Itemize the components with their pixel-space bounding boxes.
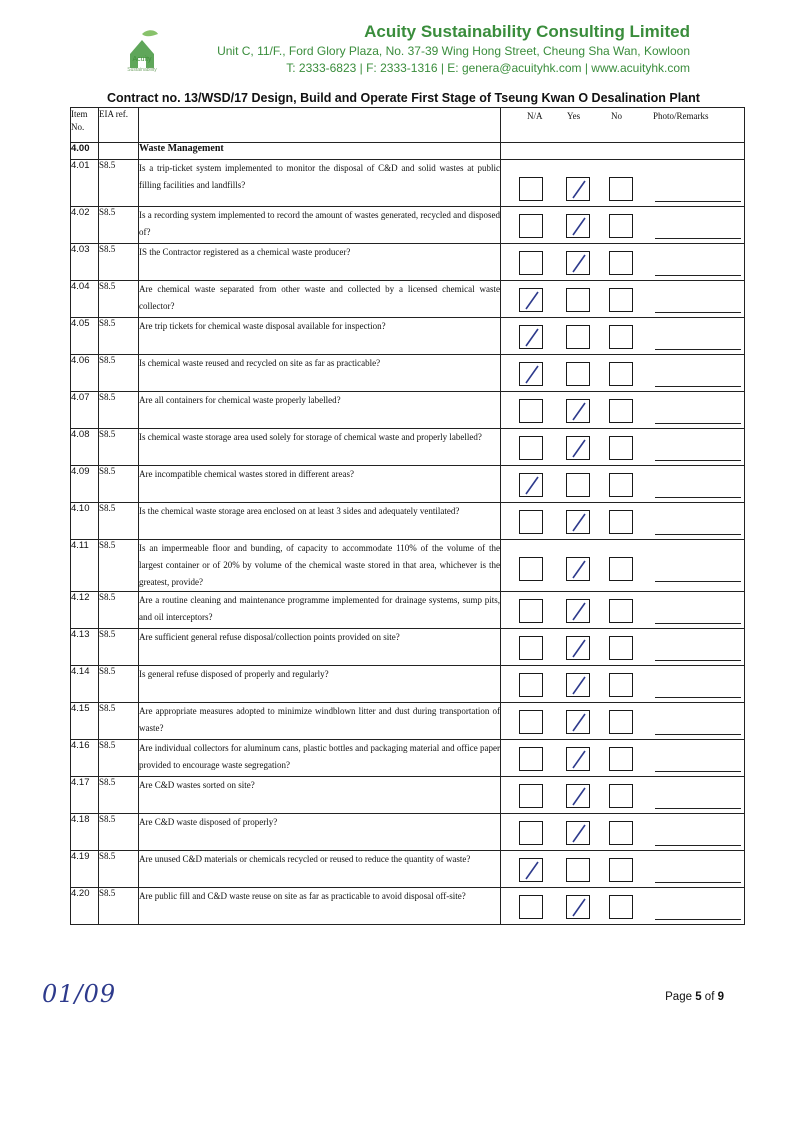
logo-name: Acuity — [132, 56, 152, 63]
row-eia-ref: S8.5 — [99, 851, 139, 888]
check-mark-icon — [571, 712, 587, 734]
yes-checkbox[interactable] — [566, 821, 590, 845]
yes-checkbox[interactable] — [566, 636, 590, 660]
checklist-row — [71, 592, 745, 629]
remarks-line[interactable] — [655, 497, 741, 498]
check-mark-icon — [524, 475, 540, 497]
company-address: Unit C, 11/F., Ford Glory Plaza, No. 37-39 Wing Hong Street, Cheung Sha Wan, Kowloon — [217, 44, 690, 58]
checklist-row — [71, 740, 745, 777]
row-eia-ref: S8.5 — [99, 814, 139, 851]
check-mark-icon — [571, 638, 587, 660]
row-description: Is chemical waste reused and recycled on site as far as practicable? — [139, 355, 501, 392]
yes-checkbox[interactable] — [566, 362, 590, 386]
header-remarks: Photo/Remarks — [653, 111, 709, 121]
row-item-no: 4.18 — [71, 814, 99, 851]
check-mark-icon — [571, 401, 587, 423]
remarks-line[interactable] — [655, 808, 741, 809]
yes-checkbox[interactable] — [566, 895, 590, 919]
no-checkbox[interactable] — [609, 673, 633, 697]
row-item-no: 4.19 — [71, 851, 99, 888]
row-answers — [501, 740, 745, 777]
no-checkbox[interactable] — [609, 251, 633, 275]
remarks-line[interactable] — [655, 581, 741, 582]
row-answers — [501, 540, 745, 592]
remarks-line[interactable] — [655, 201, 741, 202]
row-item-no: 4.05 — [71, 318, 99, 355]
checklist-table — [70, 107, 745, 925]
row-item-no: 4.15 — [71, 703, 99, 740]
row-answers — [501, 281, 745, 318]
page-of: of — [704, 991, 715, 1003]
row-answers — [501, 666, 745, 703]
checklist-row — [71, 814, 745, 851]
remarks-line[interactable] — [655, 660, 741, 661]
checklist-row — [71, 851, 745, 888]
no-checkbox[interactable] — [609, 784, 633, 808]
yes-checkbox[interactable] — [566, 436, 590, 460]
row-answers — [501, 318, 745, 355]
remarks-line[interactable] — [655, 882, 741, 883]
remarks-line[interactable] — [655, 845, 741, 846]
page-number — [665, 991, 724, 1003]
na-checkbox[interactable] — [519, 710, 543, 734]
yes-checkbox[interactable] — [566, 673, 590, 697]
row-item-no: 4.08 — [71, 429, 99, 466]
contract-title: Contract no. 13/WSD/17 Design, Build and Operate First Stage of Tseung Kwan O Desalination Plant — [107, 91, 700, 105]
header-eia-ref: EIA ref. — [99, 108, 139, 143]
row-item-no: 4.20 — [71, 888, 99, 925]
row-description: IS the Contractor registered as a chemical waste producer? — [139, 244, 501, 281]
yes-checkbox[interactable] — [566, 747, 590, 771]
row-answers — [501, 629, 745, 666]
row-description: Are a routine cleaning and maintenance programme implemented for drainage systems, sump pits, and oil interceptors? — [139, 592, 501, 629]
row-answers — [501, 160, 745, 207]
na-checkbox[interactable] — [519, 325, 543, 349]
row-answers — [501, 244, 745, 281]
row-description: Are C&D wastes sorted on site? — [139, 777, 501, 814]
row-answers — [501, 703, 745, 740]
section-code: 4.00 — [71, 143, 99, 160]
row-item-no: 4.09 — [71, 466, 99, 503]
yes-checkbox[interactable] — [566, 325, 590, 349]
no-checkbox[interactable] — [609, 747, 633, 771]
row-answers — [501, 429, 745, 466]
no-checkbox[interactable] — [609, 510, 633, 534]
na-checkbox[interactable] — [519, 177, 543, 201]
row-answers — [501, 207, 745, 244]
row-eia-ref: S8.5 — [99, 888, 139, 925]
row-eia-ref: S8.5 — [99, 281, 139, 318]
row-answers — [501, 888, 745, 925]
header-yes: Yes — [567, 111, 581, 121]
row-answers — [501, 592, 745, 629]
row-eia-ref: S8.5 — [99, 592, 139, 629]
row-eia-ref: S8.5 — [99, 777, 139, 814]
row-eia-ref: S8.5 — [99, 740, 139, 777]
header-description — [139, 108, 501, 143]
yes-checkbox[interactable] — [566, 710, 590, 734]
remarks-line[interactable] — [655, 697, 741, 698]
section-title: Waste Management — [139, 143, 501, 160]
company-contact: T: 2333-6823 | F: 2333-1316 | E: genera@acuityhk.com | www.acuityhk.com — [286, 61, 690, 75]
row-answers — [501, 355, 745, 392]
check-mark-icon — [571, 749, 587, 771]
row-item-no: 4.10 — [71, 503, 99, 540]
remarks-line[interactable] — [655, 386, 741, 387]
yes-checkbox[interactable] — [566, 784, 590, 808]
page-prefix: Page — [665, 991, 692, 1003]
no-checkbox[interactable] — [609, 821, 633, 845]
yes-checkbox[interactable] — [566, 510, 590, 534]
no-checkbox[interactable] — [609, 557, 633, 581]
na-checkbox[interactable] — [519, 895, 543, 919]
row-item-no: 4.16 — [71, 740, 99, 777]
row-eia-ref: S8.5 — [99, 540, 139, 592]
row-eia-ref: S8.5 — [99, 466, 139, 503]
remarks-line[interactable] — [655, 460, 741, 461]
remarks-line[interactable] — [655, 771, 741, 772]
check-mark-icon — [524, 860, 540, 882]
yes-checkbox[interactable] — [566, 214, 590, 238]
check-mark-icon — [571, 253, 587, 275]
remarks-line[interactable] — [655, 623, 741, 624]
na-checkbox[interactable] — [519, 473, 543, 497]
checklist-row — [71, 629, 745, 666]
checklist-row — [71, 888, 745, 925]
na-checkbox[interactable] — [519, 784, 543, 808]
na-checkbox[interactable] — [519, 599, 543, 623]
check-mark-icon — [571, 512, 587, 534]
checklist-row — [71, 429, 745, 466]
row-description: Are sufficient general refuse disposal/collection points provided on site? — [139, 629, 501, 666]
row-description: Is general refuse disposed of properly and regularly? — [139, 666, 501, 703]
row-item-no: 4.12 — [71, 592, 99, 629]
remarks-line[interactable] — [655, 423, 741, 424]
yes-checkbox[interactable] — [566, 399, 590, 423]
yes-checkbox[interactable] — [566, 858, 590, 882]
row-description: Is the chemical waste storage area enclosed on at least 3 sides and adequately ventilated? — [139, 503, 501, 540]
no-checkbox[interactable] — [609, 473, 633, 497]
checklist-row — [71, 160, 745, 207]
yes-checkbox[interactable] — [566, 177, 590, 201]
yes-checkbox[interactable] — [566, 288, 590, 312]
row-eia-ref: S8.5 — [99, 629, 139, 666]
no-checkbox[interactable] — [609, 895, 633, 919]
row-item-no: 4.11 — [71, 540, 99, 592]
checklist-row — [71, 392, 745, 429]
remarks-line[interactable] — [655, 919, 741, 920]
header-na: N/A — [527, 111, 543, 121]
header-answers — [501, 108, 745, 143]
remarks-line[interactable] — [655, 238, 741, 239]
row-description: Are trip tickets for chemical waste disposal available for inspection? — [139, 318, 501, 355]
yes-checkbox[interactable] — [566, 557, 590, 581]
row-description: Are incompatible chemical wastes stored in different areas? — [139, 466, 501, 503]
checklist-row — [71, 318, 745, 355]
na-checkbox[interactable] — [519, 214, 543, 238]
na-checkbox[interactable] — [519, 821, 543, 845]
row-item-no: 4.07 — [71, 392, 99, 429]
na-checkbox[interactable] — [519, 288, 543, 312]
check-mark-icon — [571, 675, 587, 697]
row-answers — [501, 503, 745, 540]
row-eia-ref: S8.5 — [99, 666, 139, 703]
row-eia-ref: S8.5 — [99, 244, 139, 281]
checklist-row — [71, 777, 745, 814]
no-checkbox[interactable] — [609, 362, 633, 386]
na-checkbox[interactable] — [519, 251, 543, 275]
row-description: Is a trip-ticket system implemented to monitor the disposal of C&D and solid wastes at public filling facilities and landfills? — [139, 160, 501, 207]
row-item-no: 4.14 — [71, 666, 99, 703]
checklist-row — [71, 355, 745, 392]
check-mark-icon — [571, 823, 587, 845]
row-description: Is a recording system implemented to record the amount of wastes generated, recycled and disposed of? — [139, 207, 501, 244]
remarks-line[interactable] — [655, 534, 741, 535]
row-eia-ref: S8.5 — [99, 160, 139, 207]
logo-subtitle: Sustainability — [127, 67, 157, 73]
remarks-line[interactable] — [655, 275, 741, 276]
no-checkbox[interactable] — [609, 214, 633, 238]
row-description: Are all containers for chemical waste properly labelled? — [139, 392, 501, 429]
row-description: Are C&D waste disposed of properly? — [139, 814, 501, 851]
row-eia-ref: S8.5 — [99, 355, 139, 392]
checklist-row — [71, 466, 745, 503]
section-answer-blank — [501, 143, 745, 160]
row-description: Are chemical waste separated from other waste and collected by a licensed chemical waste collector? — [139, 281, 501, 318]
no-checkbox[interactable] — [609, 288, 633, 312]
row-answers — [501, 777, 745, 814]
yes-checkbox[interactable] — [566, 473, 590, 497]
row-eia-ref: S8.5 — [99, 392, 139, 429]
company-name: Acuity Sustainability Consulting Limited — [364, 22, 690, 41]
row-eia-ref: S8.5 — [99, 503, 139, 540]
na-checkbox[interactable] — [519, 673, 543, 697]
row-description: Is chemical waste storage area used solely for storage of chemical waste and properly labelled? — [139, 429, 501, 466]
check-mark-icon — [571, 601, 587, 623]
row-description: Are unused C&D materials or chemicals recycled or reused to reduce the quantity of waste? — [139, 851, 501, 888]
row-item-no: 4.17 — [71, 777, 99, 814]
no-checkbox[interactable] — [609, 858, 633, 882]
na-checkbox[interactable] — [519, 436, 543, 460]
check-mark-icon — [571, 216, 587, 238]
row-answers — [501, 392, 745, 429]
checklist-row — [71, 540, 745, 592]
na-checkbox[interactable] — [519, 747, 543, 771]
remarks-line[interactable] — [655, 734, 741, 735]
checklist-row — [71, 503, 745, 540]
header-item-no: Item No. — [71, 108, 99, 143]
na-checkbox[interactable] — [519, 636, 543, 660]
checklist-row — [71, 703, 745, 740]
no-checkbox[interactable] — [609, 325, 633, 349]
header-no: No — [611, 111, 622, 121]
row-item-no: 4.03 — [71, 244, 99, 281]
section-eia-blank — [99, 143, 139, 160]
checklist-row — [71, 244, 745, 281]
no-checkbox[interactable] — [609, 436, 633, 460]
row-eia-ref: S8.5 — [99, 429, 139, 466]
row-answers — [501, 851, 745, 888]
check-mark-icon — [524, 364, 540, 386]
no-checkbox[interactable] — [609, 636, 633, 660]
checklist-row — [71, 666, 745, 703]
checklist-row — [71, 207, 745, 244]
na-checkbox[interactable] — [519, 557, 543, 581]
no-checkbox[interactable] — [609, 177, 633, 201]
row-eia-ref: S8.5 — [99, 318, 139, 355]
no-checkbox[interactable] — [609, 399, 633, 423]
yes-checkbox[interactable] — [566, 599, 590, 623]
na-checkbox[interactable] — [519, 858, 543, 882]
na-checkbox[interactable] — [519, 399, 543, 423]
page-total: 9 — [717, 991, 724, 1003]
remarks-line[interactable] — [655, 312, 741, 313]
row-eia-ref: S8.5 — [99, 703, 139, 740]
row-item-no: 4.04 — [71, 281, 99, 318]
na-checkbox[interactable] — [519, 510, 543, 534]
check-mark-icon — [571, 786, 587, 808]
check-mark-icon — [524, 290, 540, 312]
row-item-no: 4.13 — [71, 629, 99, 666]
row-description: Is an impermeable floor and bunding, of capacity to accommodate 110% of the volume of the largest container or of 20% by volume of the chemical waste stored in that area, whichever is the greatest, provide? — [139, 540, 501, 592]
checklist-row — [71, 281, 745, 318]
row-answers — [501, 814, 745, 851]
check-mark-icon — [571, 179, 587, 201]
check-mark-icon — [571, 559, 587, 581]
check-mark-icon — [571, 897, 587, 919]
row-description: Are individual collectors for aluminum cans, plastic bottles and packaging material and office paper provided to encourage waste segregation? — [139, 740, 501, 777]
handwritten-date: 01/09 — [42, 980, 117, 1008]
row-description: Are public fill and C&D waste reuse on site as far as practicable to avoid disposal off-site? — [139, 888, 501, 925]
no-checkbox[interactable] — [609, 599, 633, 623]
row-description: Are appropriate measures adopted to minimize windblown litter and dust during transportation of waste? — [139, 703, 501, 740]
row-item-no: 4.06 — [71, 355, 99, 392]
yes-checkbox[interactable] — [566, 251, 590, 275]
page-current: 5 — [695, 991, 702, 1003]
row-answers — [501, 466, 745, 503]
check-mark-icon — [524, 327, 540, 349]
remarks-line[interactable] — [655, 349, 741, 350]
na-checkbox[interactable] — [519, 362, 543, 386]
row-item-no: 4.01 — [71, 160, 99, 207]
row-item-no: 4.02 — [71, 207, 99, 244]
check-mark-icon — [571, 438, 587, 460]
row-eia-ref: S8.5 — [99, 207, 139, 244]
no-checkbox[interactable] — [609, 710, 633, 734]
